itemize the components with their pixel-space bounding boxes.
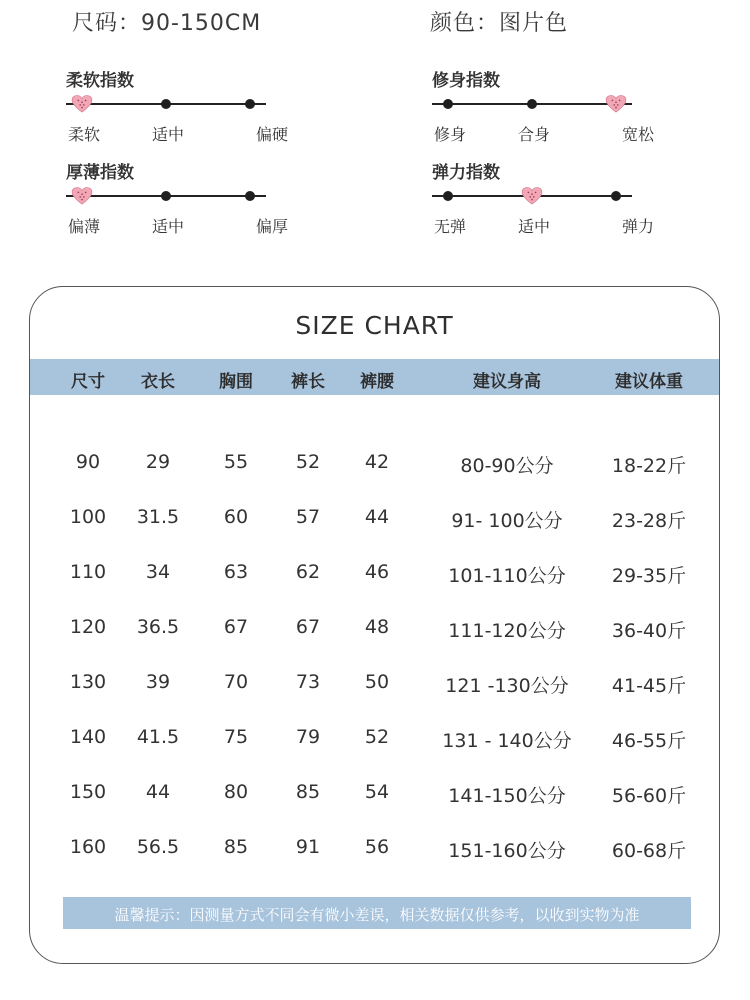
note-banner bbox=[63, 897, 691, 929]
size-range-text: 尺码：90-150CM bbox=[72, 11, 262, 36]
column-header: 衣长 bbox=[141, 372, 175, 392]
thickness-indicator bbox=[66, 158, 306, 248]
table-cell: 70 bbox=[223, 671, 249, 693]
table-cell: 36.5 bbox=[136, 616, 180, 638]
table-cell: 140 bbox=[69, 726, 107, 748]
table-cell: 44 bbox=[145, 781, 171, 803]
column-header: 建议体重 bbox=[615, 372, 683, 392]
table-cell: 131 - 140公分 bbox=[442, 730, 572, 752]
table-cell: 50 bbox=[364, 671, 390, 693]
indicator-option-label: 适中 bbox=[518, 217, 551, 236]
table-cell: 120 bbox=[69, 616, 107, 638]
column-header: 裤腰 bbox=[360, 372, 394, 392]
dot-icon bbox=[443, 99, 453, 109]
table-cell: 62 bbox=[295, 561, 321, 583]
table-cell: 29 bbox=[145, 451, 171, 473]
table-cell: 29-35斤 bbox=[611, 565, 687, 587]
table-cell: 60 bbox=[223, 506, 249, 528]
table-cell: 80 bbox=[223, 781, 249, 803]
table-cell: 60-68斤 bbox=[611, 840, 687, 862]
note-text: 温馨提示：因测量方式不同会有微小差误，相关数据仅供参考，以收到实物为准 bbox=[114, 906, 640, 924]
indicator-option-label: 适中 bbox=[152, 217, 185, 236]
table-row bbox=[30, 665, 719, 705]
indicator-scale bbox=[66, 188, 266, 204]
table-cell: 110 bbox=[69, 561, 107, 583]
table-cell: 121 -130公分 bbox=[445, 675, 569, 697]
dot-icon bbox=[245, 99, 255, 109]
table-cell: 44 bbox=[364, 506, 390, 528]
indicator-option-label: 偏厚 bbox=[256, 217, 289, 236]
table-cell: 160 bbox=[69, 836, 107, 858]
table-cell: 46-55斤 bbox=[611, 730, 687, 752]
table-cell: 67 bbox=[295, 616, 321, 638]
table-cell: 56 bbox=[364, 836, 390, 858]
table-cell: 150 bbox=[69, 781, 107, 803]
table-cell: 85 bbox=[223, 836, 249, 858]
indicator-title: 柔软指数 bbox=[66, 71, 134, 91]
table-row bbox=[30, 610, 719, 650]
indicator-scale bbox=[432, 188, 632, 204]
table-cell: 91- 100公分 bbox=[451, 510, 563, 532]
table-cell: 52 bbox=[364, 726, 390, 748]
dot-icon bbox=[161, 99, 171, 109]
table-cell: 41.5 bbox=[136, 726, 180, 748]
heart-icon bbox=[71, 95, 93, 113]
table-cell: 67 bbox=[223, 616, 249, 638]
column-header: 建议身高 bbox=[473, 372, 541, 392]
softness-indicator bbox=[66, 66, 306, 156]
table-cell: 85 bbox=[295, 781, 321, 803]
table-cell: 56.5 bbox=[136, 836, 180, 858]
table-cell: 90 bbox=[75, 451, 101, 473]
indicator-title: 厚薄指数 bbox=[66, 163, 134, 183]
dot-icon bbox=[245, 191, 255, 201]
table-cell: 91 bbox=[295, 836, 321, 858]
table-row bbox=[30, 500, 719, 540]
table-cell: 39 bbox=[145, 671, 171, 693]
table-row bbox=[30, 555, 719, 595]
size-chart-title: SIZE CHART bbox=[295, 311, 454, 340]
table-cell: 52 bbox=[295, 451, 321, 473]
indicator-option-label: 合身 bbox=[518, 125, 551, 144]
table-cell: 41-45斤 bbox=[611, 675, 687, 697]
table-row bbox=[30, 775, 719, 815]
table-cell: 141-150公分 bbox=[448, 785, 566, 807]
table-cell: 63 bbox=[223, 561, 249, 583]
table-cell: 79 bbox=[295, 726, 321, 748]
table-cell: 46 bbox=[364, 561, 390, 583]
column-header: 裤长 bbox=[291, 372, 325, 392]
fit-indicator bbox=[432, 66, 672, 156]
table-cell: 34 bbox=[145, 561, 171, 583]
table-row bbox=[30, 830, 719, 870]
indicator-title: 修身指数 bbox=[432, 71, 500, 91]
indicator-option-label: 柔软 bbox=[68, 125, 101, 144]
indicator-scale bbox=[66, 96, 266, 112]
size-chart-card bbox=[29, 286, 720, 964]
indicator-option-label: 偏硬 bbox=[256, 125, 289, 144]
color-text: 颜色：图片色 bbox=[430, 11, 569, 36]
table-cell: 101-110公分 bbox=[448, 565, 566, 587]
indicator-option-label: 弹力 bbox=[622, 217, 655, 236]
table-cell: 100 bbox=[69, 506, 107, 528]
column-header: 尺寸 bbox=[71, 372, 105, 392]
table-cell: 111-120公分 bbox=[448, 620, 566, 642]
indicator-option-label: 修身 bbox=[434, 125, 467, 144]
table-cell: 36-40斤 bbox=[611, 620, 687, 642]
table-row bbox=[30, 445, 719, 485]
heart-icon bbox=[605, 95, 627, 113]
indicator-option-label: 无弹 bbox=[434, 217, 467, 236]
table-cell: 54 bbox=[364, 781, 390, 803]
indicator-option-label: 适中 bbox=[152, 125, 185, 144]
indicator-option-label: 偏薄 bbox=[68, 217, 101, 236]
indicator-scale bbox=[432, 96, 632, 112]
elasticity-indicator bbox=[432, 158, 672, 248]
table-cell: 73 bbox=[295, 671, 321, 693]
table-cell: 55 bbox=[223, 451, 249, 473]
table-cell: 75 bbox=[223, 726, 249, 748]
table-cell: 42 bbox=[364, 451, 390, 473]
table-cell: 130 bbox=[69, 671, 107, 693]
table-cell: 80-90公分 bbox=[460, 455, 554, 477]
heart-icon bbox=[521, 187, 543, 205]
dot-icon bbox=[161, 191, 171, 201]
table-cell: 31.5 bbox=[136, 506, 180, 528]
dot-icon bbox=[527, 99, 537, 109]
table-cell: 151-160公分 bbox=[448, 840, 566, 862]
size-chart-header-row bbox=[30, 359, 719, 395]
indicator-option-label: 宽松 bbox=[622, 125, 655, 144]
dot-icon bbox=[443, 191, 453, 201]
table-cell: 48 bbox=[364, 616, 390, 638]
table-cell: 56-60斤 bbox=[611, 785, 687, 807]
heart-icon bbox=[71, 187, 93, 205]
table-cell: 57 bbox=[295, 506, 321, 528]
indicator-title: 弹力指数 bbox=[432, 163, 500, 183]
table-row bbox=[30, 720, 719, 760]
column-header: 胸围 bbox=[219, 372, 253, 392]
table-cell: 23-28斤 bbox=[611, 510, 687, 532]
table-cell: 18-22斤 bbox=[611, 455, 687, 477]
dot-icon bbox=[611, 191, 621, 201]
